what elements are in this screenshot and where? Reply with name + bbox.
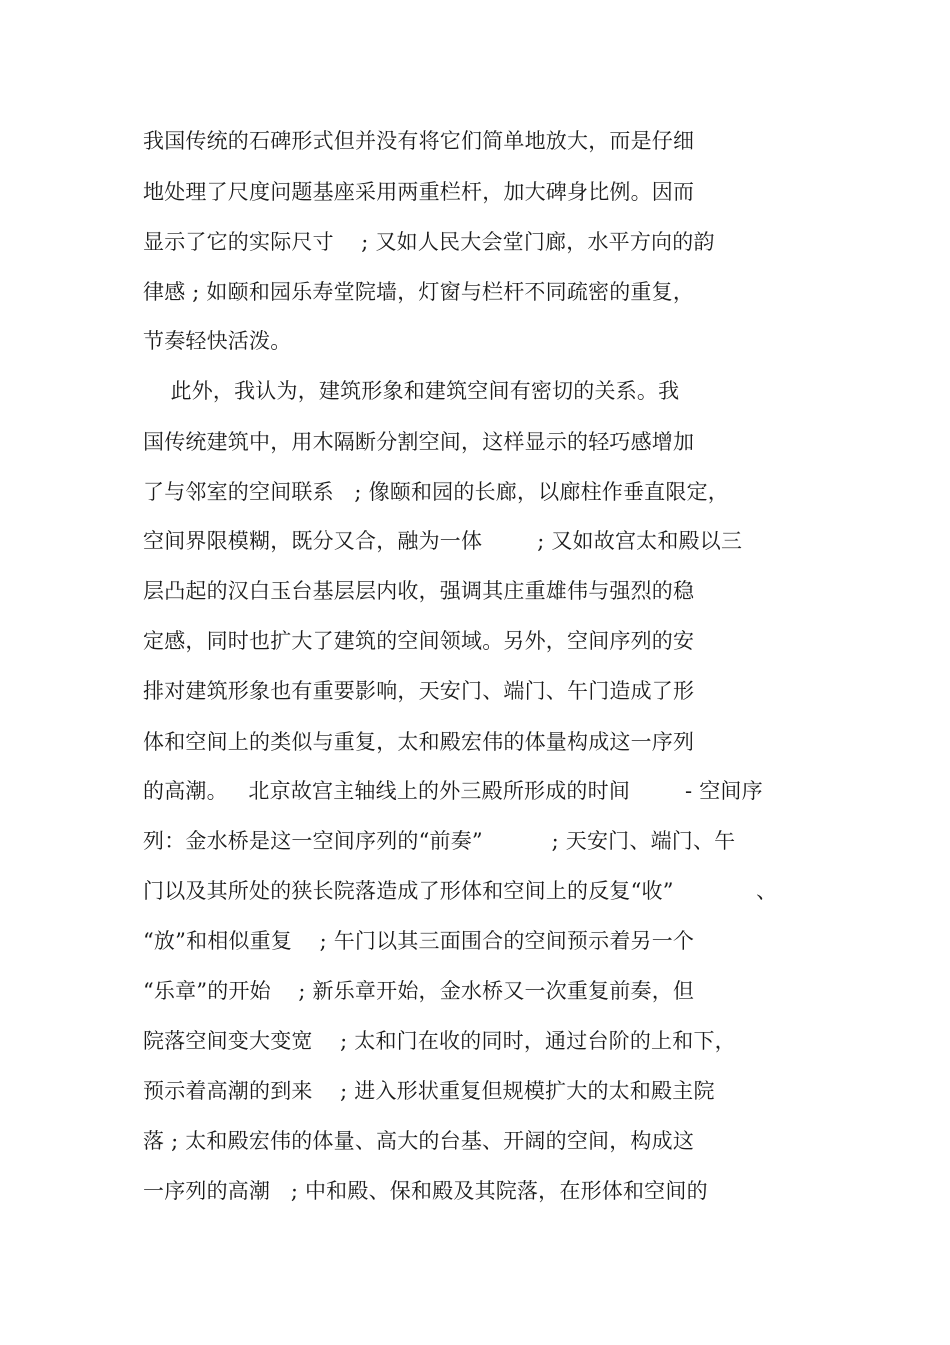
text-line: 院落空间变大变宽 ; 太和门在收的同时，通过台阶的上和下， <box>143 1029 736 1053</box>
text-line: 律感 ; 如颐和园乐寿堂院墙，灯窗与栏杆不同疏密的重复， <box>143 280 695 304</box>
text-line: 列：金水桥是这一空间序列的“前奏” ; 天安门、端门、午 <box>143 829 736 853</box>
text-line: 地处理了尺度问题基座采用两重栏杆，加大碑身比例。因而 <box>143 180 695 204</box>
text-line: 定感，同时也扩大了建筑的空间领域。另外，空间序列的安 <box>143 629 695 653</box>
text-line: 门以及其所处的狭长院落造成了形体和空间上的反复“收” 、 <box>143 879 778 903</box>
text-line: 空间界限模糊，既分又合，融为一体 ; 又如故宫太和殿以三 <box>143 529 743 553</box>
text-line: 一序列的高潮 ; 中和殿、保和殿及其院落，在形体和空间的 <box>143 1179 708 1203</box>
text-line: 落 ; 太和殿宏伟的体量、高大的台基、开阔的空间，构成这 <box>143 1129 695 1153</box>
text-line: 排对建筑形象也有重要影响，天安门、端门、午门造成了形 <box>143 679 695 703</box>
text-line: 体和空间上的类似与重复，太和殿宏伟的体量构成这一序列 <box>143 730 695 754</box>
text-line: 预示着高潮的到来 ; 进入形状重复但规模扩大的太和殿主院 <box>143 1079 715 1103</box>
text-line: 显示了它的实际尺寸 ; 又如人民大会堂门廊，水平方向的韵 <box>143 230 715 254</box>
text-line: 节奏轻快活泼。 <box>143 329 292 353</box>
text-line: 我国传统的石碑形式但并没有将它们简单地放大，而是仔细 <box>143 129 695 153</box>
text-line: 了与邻室的空间联系 ; 像颐和园的长廊，以廊柱作垂直限定， <box>143 480 729 504</box>
paragraph-start-line: 此外，我认为，建筑形象和建筑空间有密切的关系。我 <box>143 379 680 403</box>
text-line: 层凸起的汉白玉台基层层内收，强调其庄重雄伟与强烈的稳 <box>143 579 695 603</box>
text-line: “乐章”的开始 ; 新乐章开始，金水桥又一次重复前奏，但 <box>143 979 695 1003</box>
text-line: 的高潮。 北京故宫主轴线上的外三殿所形成的时间 - 空间序 <box>143 779 763 803</box>
text-line: “放”和相似重复 ; 午门以其三面围合的空间预示着另一个 <box>143 929 695 953</box>
text-line: 国传统建筑中，用木隔断分割空间，这样显示的轻巧感增加 <box>143 430 695 454</box>
